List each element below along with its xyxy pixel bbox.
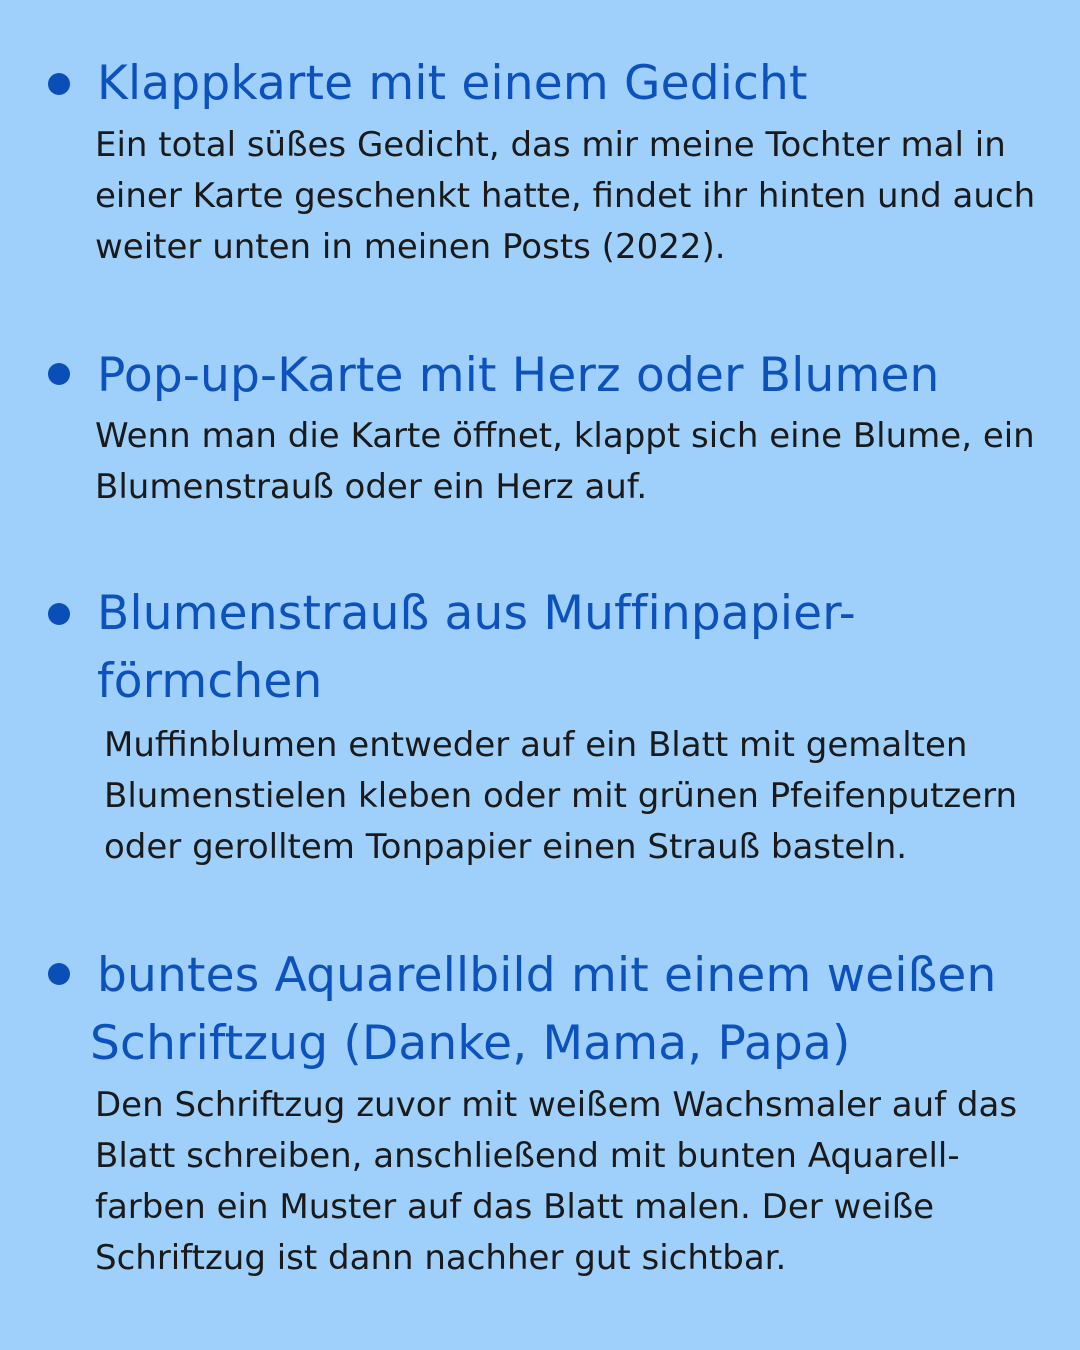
item-description-line: Den Schriftzug zuvor mit weißem Wachsmaler auf das	[95, 1085, 1018, 1125]
item-title-line: Blumenstrauß aus Muffinpapier-	[97, 586, 856, 641]
item-title	[97, 50, 808, 118]
item-description	[95, 120, 1035, 273]
item-description-line: weiter unten in meinen Posts (2022).	[95, 227, 726, 267]
item-title-line: Klappkarte mit einem Gedicht	[97, 56, 808, 111]
bullet-icon	[48, 963, 70, 985]
item-description-line: Blumenstielen kleben oder mit grünen Pfeifenputzern	[104, 776, 1018, 816]
item-description-line: Muffinblumen entweder auf ein Blatt mit gemalten	[104, 725, 968, 765]
item-title-line: buntes Aquarellbild mit einem weißen	[97, 948, 997, 1003]
item-title	[97, 580, 856, 716]
item-title	[97, 342, 940, 410]
item-description-line: Blatt schreiben, anschließend mit bunten Aquarell-	[95, 1136, 960, 1176]
item-title-line: förmchen	[97, 654, 323, 709]
item-title-line: Pop-up-Karte mit Herz oder Blumen	[97, 348, 940, 403]
item-description	[104, 720, 1017, 873]
item-description-line: Ein total süßes Gedicht, das mir meine Tochter mal in	[95, 125, 1006, 165]
item-description-line: einer Karte geschenkt hatte, findet ihr hinten und auch	[95, 176, 1036, 216]
item-description-line: oder gerolltem Tonpapier einen Strauß basteln.	[104, 827, 908, 867]
item-description-line: Blumenstrauß oder ein Herz auf.	[95, 467, 648, 507]
bullet-icon	[48, 363, 70, 385]
bullet-icon	[48, 603, 70, 625]
item-description	[95, 411, 1035, 513]
item-description-line: Schriftzug ist dann nachher gut sichtbar.	[95, 1238, 787, 1278]
item-description	[95, 1080, 1017, 1284]
item-description-line: farben ein Muster auf das Blatt malen. Der weiße	[95, 1187, 935, 1227]
item-title-line: Schriftzug (Danke, Mama, Papa)	[90, 1016, 851, 1071]
item-description-line: Wenn man die Karte öffnet, klappt sich eine Blume, ein	[95, 416, 1035, 456]
bullet-icon	[48, 73, 70, 95]
item-title	[90, 942, 997, 1078]
